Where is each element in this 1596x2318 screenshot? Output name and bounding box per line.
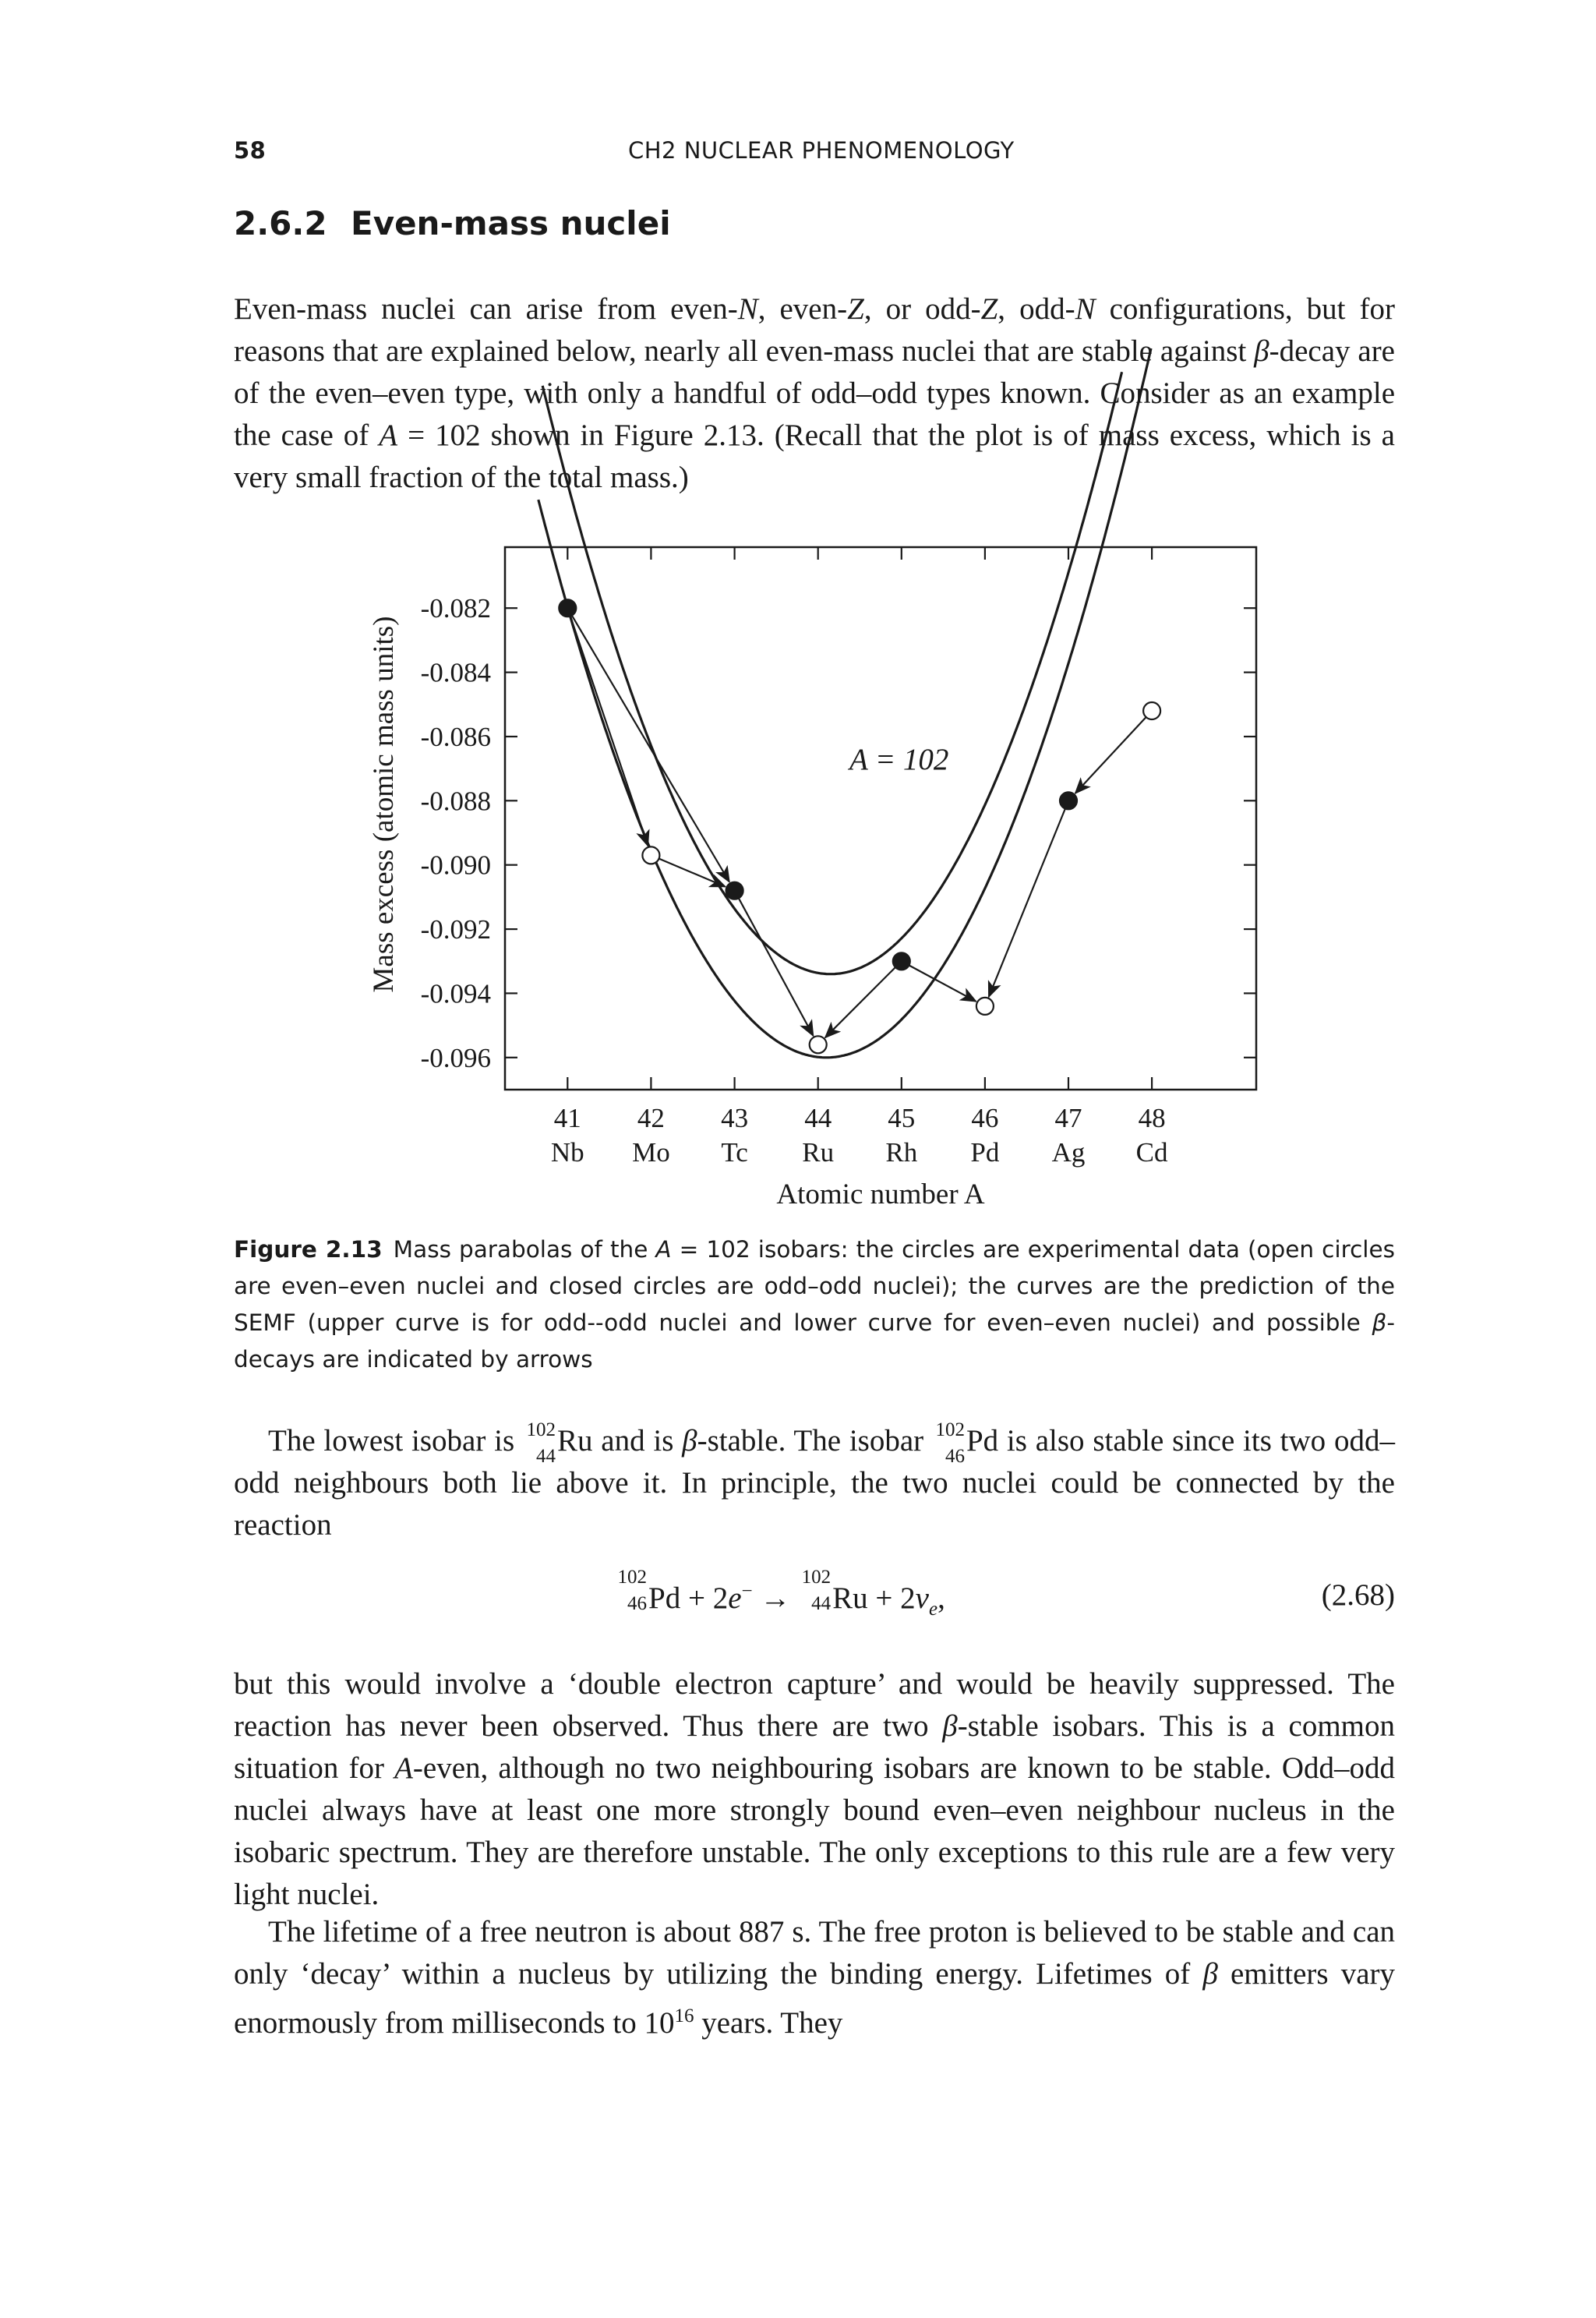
y-tick-label-2: -0.086 [420,722,491,752]
x-element-label-41: Nb [550,1137,584,1168]
equation-2-68: 102 46 Pd + 2e− → 102 44 $Ru + 2\nu_e$, (2.68) [617,1567,1395,1620]
y-tick-label-1: -0.084 [420,657,491,688]
x-tick-label-47: 47 [1054,1103,1082,1133]
intro-paragraph: Even-mass nuclei can arise from even-N, even-Z, or odd-Z, odd-N configurations, but for reasons that are explained below, nearly all even-mass nuclei that are stable against β-decay are of the even–even type, with only a handful of odd–odd types known. Consider as an example the case of A = 102 shown in Figure 2.13. (Recall that the plot is of mass excess, which is a very small fraction of the total mass.) [234,292,1395,494]
odd-odd-point-43 [726,882,743,899]
x-element-label-42: Mo [632,1137,670,1168]
even-even-point-46 [976,998,994,1015]
x-tick-label-48: 48 [1138,1103,1166,1133]
y-axis-label: Mass excess (atomic mass units) [368,616,400,993]
chapter-title: CH2 NUCLEAR PHENOMENOLOGY [628,137,1015,164]
paragraph-lowest-isobar: The lowest isobar is 102 44 Ru and is β-stable. The isobar 102 46 Pd is also stable since its two odd–odd neighbours both lie above it. In principle, the two nuclei could be connected by the reaction [234,1419,1395,1542]
figure-caption: Figure 2.13 Mass parabolas of the A = 102 isobars: the circles are experimental data (open circles are even–even nuclei and closed circles are odd–odd nuclei); the curves are the prediction of the SEMF (upper curve is for odd--odd nuclei and lower curve for even–even nuclei) and possible β-decays are indicated by arrows [234,1236,1395,1373]
odd-odd-point-47 [1060,792,1077,809]
x-tick-label-42: 42 [637,1103,665,1133]
x-tick-label-45: 45 [888,1103,916,1133]
x-axis-label: Atomic number A [776,1178,985,1210]
decay-arrow-4 [739,898,814,1036]
y-tick-label-5: -0.092 [420,914,491,945]
odd-odd-point-45 [893,952,910,970]
x-element-label-45: Rh [885,1137,918,1168]
x-tick-label-46: 46 [971,1103,999,1133]
x-tick-label-43: 43 [721,1103,749,1133]
y-tick-label-7: -0.096 [420,1042,491,1073]
decay-arrow-7 [989,809,1065,997]
plot-frame [505,547,1256,1090]
x-element-label-48: Cd [1135,1137,1168,1168]
x-element-label-46: Pd [970,1137,1000,1168]
paragraph-neutron-lifetime: The lifetime of a free neutron is about 887 s. The free proton is believed to be stable and can only ‘decay’ within a nucleus by utilizing the binding energy. Lifetimes of β emitters vary enormously from milliseconds to $10^{16}$ years. They [234,1915,1395,2040]
section-title: Even-mass nuclei [351,204,671,242]
section-number: 2.6.2 [234,204,327,242]
odd-odd-point-41 [559,599,576,617]
x-element-label-47: Ag [1051,1137,1086,1168]
page-number: 58 [234,137,267,164]
x-element-label-44: Ru [802,1137,835,1168]
even-even-point-42 [642,846,659,864]
equation-number: (2.68) [1321,1578,1395,1612]
decay-arrow-2 [572,616,729,882]
caption-label: Figure 2.13 [234,1236,383,1263]
decay-arrow-6 [909,966,976,1002]
semf-curve-even-even [538,348,1151,1058]
y-tick-label-6: -0.094 [420,978,491,1009]
x-element-label-43: Tc [721,1137,748,1168]
x-tick-label-44: 44 [804,1103,832,1133]
decay-arrow-8 [1075,717,1146,793]
plot-title: A = 102 [849,743,949,776]
even-even-point-48 [1143,702,1160,719]
isotope-ru: 102 44 [526,1419,556,1467]
y-tick-label-3: -0.088 [420,786,491,817]
y-tick-label-4: -0.090 [420,850,491,881]
decay-arrow-3 [659,859,726,887]
y-tick-label-0: -0.082 [420,593,491,624]
x-tick-label-41: 41 [553,1103,581,1133]
decay-arrow-1 [570,617,648,846]
decay-arrow-5 [825,967,895,1037]
paragraph-double-capture: but this would involve a ‘double electron capture’ and would be heavily suppressed. The reaction has never been observed. Thus there are two β-stable isobars. This is a common situation for A-even, although no two neighbouring isobars are known to be stable. Odd–odd nuclei always have at least one more strongly bound even–even neighbour nucleus in the isobaric spectrum. They are therefore unstable. The only exceptions to this rule are a few very light nuclei. [234,1667,1395,1911]
isotope-pd: 102 46 [935,1419,965,1467]
even-even-point-44 [810,1036,827,1053]
